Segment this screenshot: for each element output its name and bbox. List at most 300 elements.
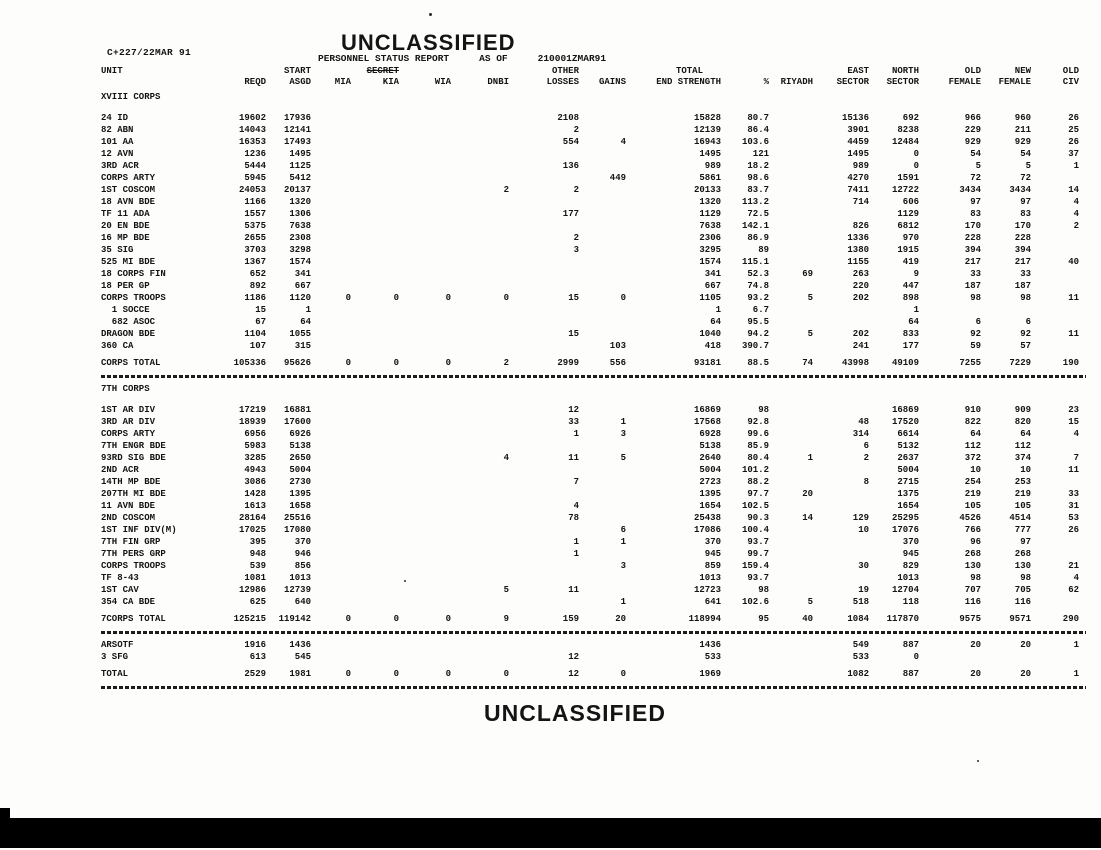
value-cell: 1395	[699, 489, 721, 499]
unit-cell: CORPS TROOPS	[101, 561, 166, 571]
col-header-riyadh-line1	[769, 66, 813, 77]
value-cell	[769, 524, 813, 536]
report-title-line	[318, 53, 606, 64]
unit-cell: CORPS TROOPS	[101, 293, 166, 303]
value-cell	[399, 184, 451, 196]
col-header-start_asgd: ASGD	[289, 77, 311, 87]
value-cell	[351, 280, 399, 292]
value-cell	[919, 304, 981, 316]
value-cell: 20	[802, 489, 813, 499]
value-cell	[451, 340, 509, 352]
value-cell	[399, 268, 451, 280]
value-cell	[579, 651, 626, 663]
col-header-gains: GAINS	[598, 77, 626, 87]
value-cell: 1336	[847, 233, 869, 243]
table-row	[101, 596, 1086, 608]
col-header-other_losses: LOSSES	[546, 77, 579, 87]
value-cell: 1	[807, 453, 813, 463]
table-row	[101, 500, 1086, 512]
table-row	[101, 184, 1086, 196]
table-row	[101, 220, 1086, 232]
value-cell: 80.7	[747, 113, 769, 123]
value-cell: 6956	[244, 429, 266, 439]
value-cell: 4514	[1009, 513, 1031, 523]
value-cell: 17076	[891, 525, 919, 535]
value-cell	[351, 328, 399, 340]
table-row	[101, 464, 1086, 476]
value-cell: 88.5	[747, 358, 769, 368]
value-cell: 177	[562, 209, 579, 219]
value-cell: 254	[964, 477, 981, 487]
value-cell	[769, 256, 813, 268]
value-cell: 1613	[244, 501, 266, 511]
value-cell: 7411	[847, 185, 869, 195]
value-cell: 1040	[699, 329, 721, 339]
value-cell: 220	[852, 281, 869, 291]
value-cell	[399, 639, 451, 651]
value-cell: 28164	[238, 513, 266, 523]
value-cell	[1031, 232, 1079, 244]
value-cell	[579, 464, 626, 476]
value-cell: 74.8	[747, 281, 769, 291]
value-cell: 20	[615, 614, 626, 624]
value-cell	[769, 244, 813, 256]
unit-cell: 11 AVN BDE	[101, 501, 156, 511]
value-cell	[351, 536, 399, 548]
value-cell	[399, 548, 451, 560]
value-cell: 102.5	[741, 501, 769, 511]
value-cell: 12139	[693, 125, 721, 135]
value-cell	[399, 160, 451, 172]
value-cell	[579, 572, 626, 584]
value-cell: 549	[852, 640, 869, 650]
value-cell: 64	[710, 317, 721, 327]
value-cell: 97	[970, 197, 981, 207]
value-cell	[579, 280, 626, 292]
value-cell	[509, 256, 579, 268]
value-cell: 5	[807, 597, 813, 607]
value-cell: 820	[1014, 417, 1031, 427]
value-cell: 26	[1068, 525, 1079, 535]
value-cell	[311, 404, 351, 416]
value-cell: 119142	[278, 614, 311, 624]
value-cell	[311, 160, 351, 172]
value-cell: 64	[1020, 429, 1031, 439]
value-cell: 105	[1014, 501, 1031, 511]
value-cell: 4459	[847, 137, 869, 147]
value-cell	[1031, 340, 1079, 352]
value-cell: 11	[1068, 465, 1079, 475]
value-cell: 54	[970, 149, 981, 159]
col-header-end_strength: END STRENGTH	[656, 77, 721, 87]
value-cell: 394	[1014, 245, 1031, 255]
value-cell: 419	[902, 257, 919, 267]
value-cell: 1	[913, 305, 919, 315]
unit-cell: 1ST AR DIV	[101, 405, 156, 415]
value-cell	[311, 596, 351, 608]
value-cell: 57	[1020, 341, 1031, 351]
value-cell	[399, 464, 451, 476]
value-cell: 92.8	[747, 417, 769, 427]
value-cell	[351, 232, 399, 244]
value-cell: 0	[913, 652, 919, 662]
value-cell: 447	[902, 281, 919, 291]
value-cell	[399, 476, 451, 488]
report-title: PERSONNEL STATUS REPORT	[318, 53, 450, 64]
value-cell: 121	[752, 149, 769, 159]
value-cell: 85.9	[747, 441, 769, 451]
value-cell: 48	[858, 417, 869, 427]
value-cell	[351, 428, 399, 440]
value-cell: 98	[970, 573, 981, 583]
value-cell: 1104	[244, 329, 266, 339]
value-cell: 93.7	[747, 537, 769, 547]
table-row	[101, 560, 1086, 572]
value-cell: 17568	[693, 417, 721, 427]
value-cell	[769, 136, 813, 148]
value-cell: 4	[1073, 209, 1079, 219]
section-title: XVIII CORPS	[101, 92, 161, 102]
value-cell	[981, 304, 1031, 316]
value-cell: 20137	[283, 185, 311, 195]
value-cell: 5138	[289, 441, 311, 451]
value-cell: 390.7	[741, 341, 769, 351]
col-header-mia-line1	[311, 66, 351, 77]
value-cell: 5945	[244, 173, 266, 183]
value-cell	[399, 512, 451, 524]
value-cell	[351, 524, 399, 536]
unit-cell: 24 ID	[101, 113, 129, 123]
value-cell: 7229	[1009, 358, 1031, 368]
value-cell	[311, 256, 351, 268]
value-cell	[509, 304, 579, 316]
value-cell: 6812	[897, 221, 919, 231]
value-cell: 2	[573, 233, 579, 243]
table-row	[101, 172, 1086, 184]
value-cell	[769, 112, 813, 124]
value-cell: 2306	[699, 233, 721, 243]
value-cell: 640	[294, 597, 311, 607]
dashed-divider	[101, 375, 1086, 378]
value-cell: 945	[902, 549, 919, 559]
col-header-unit	[101, 77, 216, 88]
value-cell: 2655	[244, 233, 266, 243]
value-cell	[311, 572, 351, 584]
value-cell	[451, 464, 509, 476]
value-cell	[351, 440, 399, 452]
value-cell: 7	[1073, 453, 1079, 463]
value-cell: 1654	[699, 501, 721, 511]
col-header-east_sector-line1: EAST	[847, 66, 869, 76]
value-cell	[351, 124, 399, 136]
value-cell: 2	[863, 453, 869, 463]
value-cell: 1495	[289, 149, 311, 159]
value-cell	[311, 440, 351, 452]
unit-cell: 2ND ACR	[101, 465, 139, 475]
table-row	[101, 292, 1086, 304]
value-cell: 170	[1014, 221, 1031, 231]
value-cell	[351, 160, 399, 172]
value-cell: 268	[1014, 549, 1031, 559]
value-cell: 12739	[283, 585, 311, 595]
col-header-reqd-line1	[216, 66, 266, 77]
unit-cell: 360 CA	[101, 341, 134, 351]
value-cell	[451, 416, 509, 428]
value-cell: 16869	[693, 405, 721, 415]
value-cell: 93.7	[747, 573, 769, 583]
value-cell: 21	[1068, 561, 1079, 571]
value-cell: 826	[852, 221, 869, 231]
unit-cell: 7CORPS TOTAL	[101, 614, 166, 624]
scan-speck	[404, 580, 406, 582]
dashed-divider	[101, 631, 1086, 634]
value-cell	[451, 328, 509, 340]
col-header-pct: %	[763, 77, 769, 87]
value-cell: 59	[970, 341, 981, 351]
value-cell	[311, 244, 351, 256]
value-cell: 948	[249, 549, 266, 559]
unit-cell: TF 11 ADA	[101, 209, 150, 219]
value-cell: 9	[503, 614, 509, 624]
value-cell: 929	[1014, 137, 1031, 147]
value-cell: 83	[1020, 209, 1031, 219]
value-cell: 1	[1073, 640, 1079, 650]
value-cell: 1	[715, 305, 721, 315]
value-cell: 253	[1014, 477, 1031, 487]
value-cell: 14	[1068, 185, 1079, 195]
value-cell	[399, 428, 451, 440]
value-cell: 3298	[289, 245, 311, 255]
value-cell	[351, 476, 399, 488]
value-cell: 217	[1014, 257, 1031, 267]
value-cell	[509, 524, 579, 536]
value-cell	[769, 651, 813, 663]
value-cell	[311, 416, 351, 428]
value-cell	[451, 639, 509, 651]
table-row	[101, 572, 1086, 584]
table-row	[101, 112, 1086, 124]
scan-speck	[429, 13, 432, 16]
unit-cell: 1ST COSCOM	[101, 185, 156, 195]
table-row	[101, 428, 1086, 440]
value-cell: 113.2	[741, 197, 769, 207]
value-cell: 1084	[847, 614, 869, 624]
value-cell	[769, 280, 813, 292]
value-cell: 89	[758, 245, 769, 255]
value-cell: 16869	[891, 405, 919, 415]
unit-cell: 18 PER GP	[101, 281, 150, 291]
value-cell	[769, 316, 813, 328]
table-row	[101, 124, 1086, 136]
value-cell	[399, 196, 451, 208]
table-row	[101, 328, 1086, 340]
col-header-mia: MIA	[334, 77, 351, 87]
unit-cell: 1 SOCCE	[101, 305, 150, 315]
value-cell: 1428	[244, 489, 266, 499]
unit-cell: DRAGON BDE	[101, 329, 156, 339]
value-cell: 14043	[238, 125, 266, 135]
value-cell: 125215	[233, 614, 266, 624]
value-cell: 1367	[244, 257, 266, 267]
value-cell: 1915	[897, 245, 919, 255]
value-cell	[451, 220, 509, 232]
value-cell: 40	[802, 614, 813, 624]
unit-cell: 93RD SIG BDE	[101, 453, 166, 463]
value-cell: 5132	[897, 441, 919, 451]
value-cell	[351, 584, 399, 596]
value-cell: 1	[573, 537, 579, 547]
value-cell: 1082	[847, 669, 869, 679]
value-cell: 554	[562, 137, 579, 147]
value-cell	[311, 316, 351, 328]
value-cell	[813, 208, 869, 220]
personnel-status-table	[101, 66, 1086, 694]
value-cell: 17493	[283, 137, 311, 147]
value-cell: 1013	[897, 573, 919, 583]
table-header-line2	[101, 77, 1086, 88]
col-header-north_sector: SECTOR	[886, 77, 919, 87]
value-cell: 290	[1062, 614, 1079, 624]
value-cell: 989	[704, 161, 721, 171]
value-cell: 16881	[283, 405, 311, 415]
value-cell	[311, 136, 351, 148]
unit-cell: ARSOTF	[101, 640, 134, 650]
value-cell: 115.1	[741, 257, 769, 267]
value-cell: 1981	[289, 669, 311, 679]
value-cell: 1186	[244, 293, 266, 303]
value-cell	[351, 500, 399, 512]
value-cell	[399, 136, 451, 148]
value-cell	[399, 560, 451, 572]
unit-cell: 7TH PERS GRP	[101, 549, 166, 559]
col-header-unit-line1: UNIT	[101, 66, 123, 76]
value-cell	[311, 148, 351, 160]
value-cell	[509, 440, 579, 452]
value-cell: 315	[294, 341, 311, 351]
value-cell: 394	[964, 245, 981, 255]
value-cell: 83	[970, 209, 981, 219]
value-cell: 88.2	[747, 477, 769, 487]
value-cell	[451, 651, 509, 663]
col-header-other_losses-line1: OTHER	[551, 66, 579, 76]
value-cell: 64	[908, 317, 919, 327]
unit-cell: 3RD AR DIV	[101, 417, 156, 427]
value-cell: 3901	[847, 125, 869, 135]
value-cell	[451, 148, 509, 160]
value-cell: 33	[1020, 269, 1031, 279]
col-header-east_sector: SECTOR	[836, 77, 869, 87]
unit-cell: TOTAL	[101, 669, 129, 679]
col-header-wia-line1	[399, 66, 451, 77]
value-cell: 833	[902, 329, 919, 339]
table-header-line1	[101, 66, 1086, 77]
value-cell: 5	[807, 293, 813, 303]
value-cell: 1105	[699, 293, 721, 303]
value-cell	[311, 548, 351, 560]
unit-cell: 82 ABN	[101, 125, 134, 135]
value-cell: 263	[852, 269, 869, 279]
value-cell	[351, 464, 399, 476]
value-cell: 0	[345, 669, 351, 679]
value-cell	[769, 668, 813, 680]
value-cell: 8	[863, 477, 869, 487]
value-cell: 31	[1068, 501, 1079, 511]
value-cell: 90.3	[747, 513, 769, 523]
value-cell: 822	[964, 417, 981, 427]
value-cell: 54	[1020, 149, 1031, 159]
value-cell: 374	[1014, 453, 1031, 463]
value-cell: 1436	[699, 640, 721, 650]
value-cell: 539	[249, 561, 266, 571]
value-cell: 20	[1020, 640, 1031, 650]
value-cell: 9575	[959, 614, 981, 624]
value-cell	[813, 572, 869, 584]
value-cell	[311, 196, 351, 208]
value-cell	[399, 596, 451, 608]
value-cell: 5	[807, 329, 813, 339]
value-cell: 1658	[289, 501, 311, 511]
value-cell: 966	[964, 113, 981, 123]
value-cell	[509, 639, 579, 651]
value-cell: 99.6	[747, 429, 769, 439]
table-row	[101, 160, 1086, 172]
value-cell	[579, 148, 626, 160]
unit-cell: CORPS ARTY	[101, 429, 156, 439]
value-cell: 49109	[891, 358, 919, 368]
value-cell: 95626	[283, 358, 311, 368]
unit-cell: 354 CA BDE	[101, 597, 156, 607]
unit-cell: 7TH FIN GRP	[101, 537, 161, 547]
value-cell: 14	[802, 513, 813, 523]
value-cell: 898	[902, 293, 919, 303]
value-cell: 418	[704, 341, 721, 351]
value-cell	[451, 172, 509, 184]
value-cell: 0	[393, 614, 399, 624]
value-cell: 5004	[897, 465, 919, 475]
value-cell: 2	[573, 185, 579, 195]
value-cell	[579, 232, 626, 244]
col-header-wia: WIA	[434, 77, 451, 87]
value-cell: 1129	[897, 209, 919, 219]
value-cell: 72	[1020, 173, 1031, 183]
value-cell: 545	[294, 652, 311, 662]
value-cell	[769, 172, 813, 184]
value-cell: 15136	[841, 113, 869, 123]
value-cell: 1125	[289, 161, 311, 171]
value-cell: 370	[902, 537, 919, 547]
value-cell: 12	[568, 669, 579, 679]
value-cell: 95.5	[747, 317, 769, 327]
value-cell: 97	[1020, 537, 1031, 547]
value-cell	[769, 572, 813, 584]
table-row	[101, 488, 1086, 500]
value-cell	[399, 524, 451, 536]
value-cell: 116	[1014, 597, 1031, 607]
value-cell: 18.2	[747, 161, 769, 171]
value-cell: 3434	[959, 185, 981, 195]
value-cell	[311, 476, 351, 488]
value-cell: 667	[294, 281, 311, 291]
table-row	[101, 316, 1086, 328]
value-cell: 98	[1020, 293, 1031, 303]
col-header-kia: KIA	[382, 77, 399, 87]
value-cell	[509, 220, 579, 232]
value-cell	[509, 596, 579, 608]
value-cell	[769, 304, 813, 316]
value-cell	[579, 584, 626, 596]
value-cell	[311, 184, 351, 196]
value-cell	[451, 560, 509, 572]
